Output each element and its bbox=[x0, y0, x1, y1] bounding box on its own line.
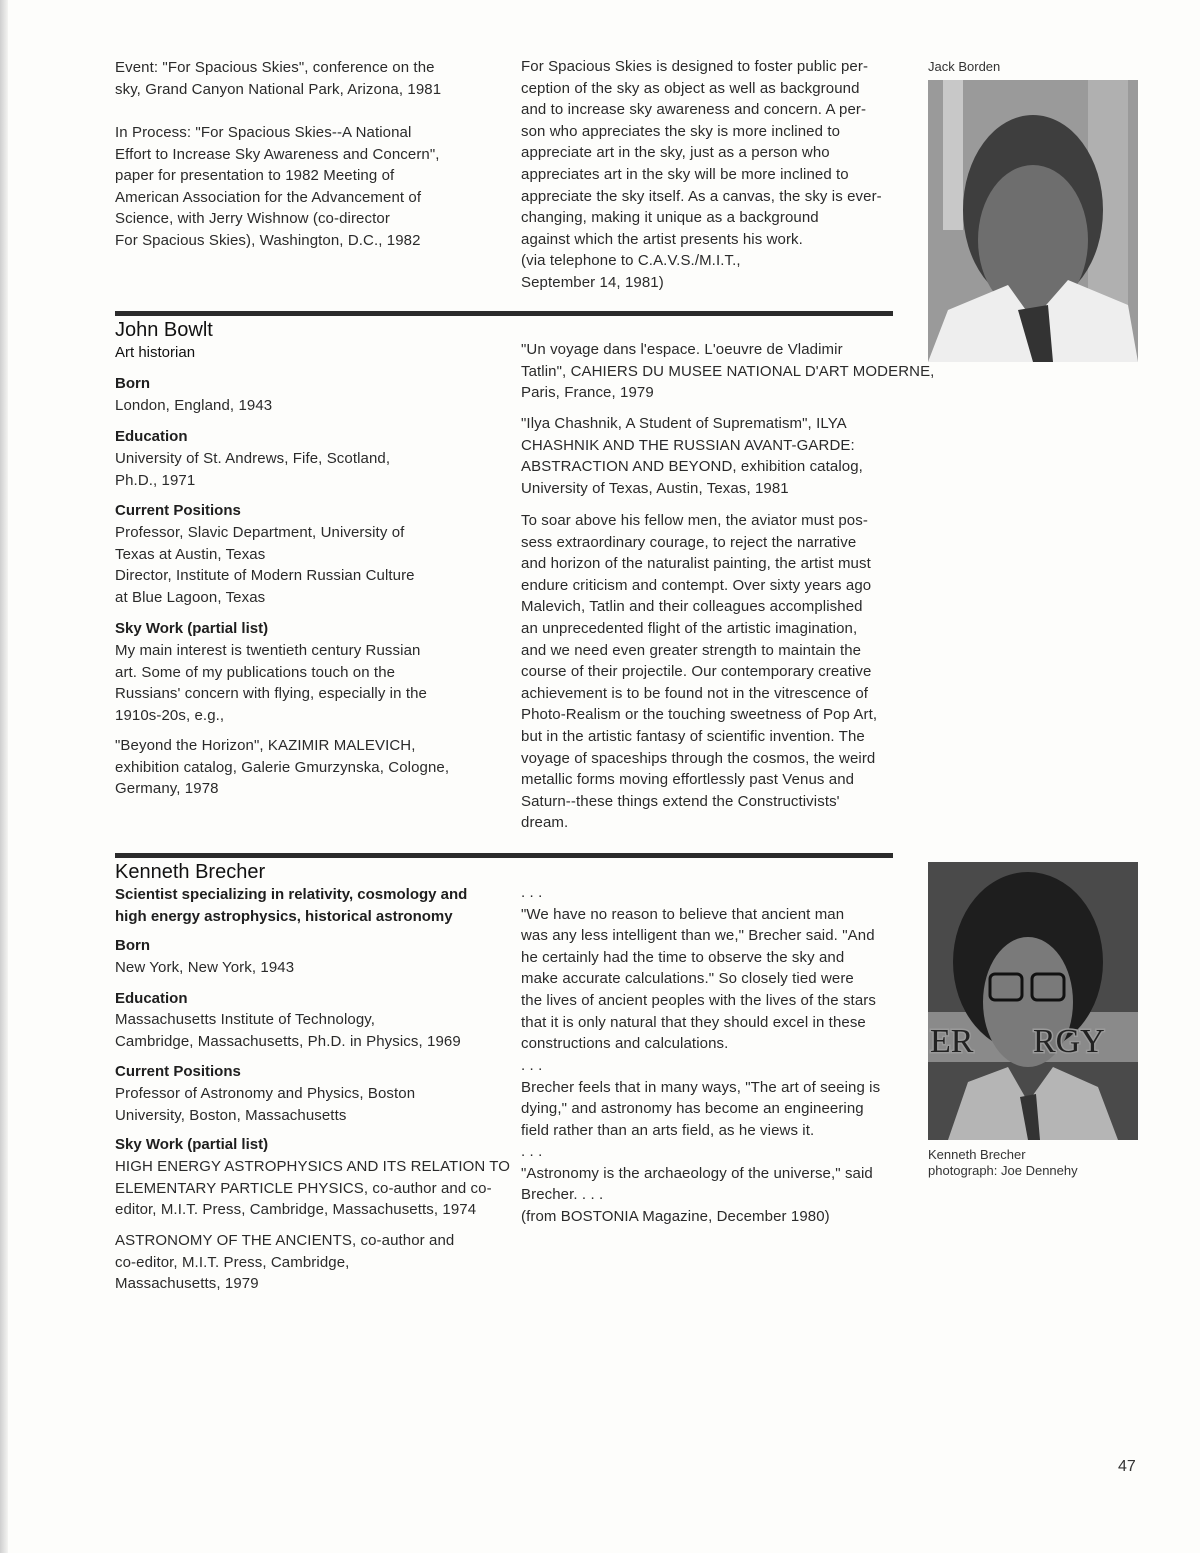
section-divider bbox=[115, 311, 893, 316]
bowlt-positions: Professor, Slavic Department, University of Texas at Austin, Texas Director, Institute of Modern Russian Culture at Blue Lagoon, Texas bbox=[115, 524, 415, 606]
event-text: Event: "For Spacious Skies", conference on the sky, Grand Canyon National Park, Arizona, 1981 bbox=[115, 59, 442, 98]
portrait-illustration bbox=[928, 80, 1138, 362]
bowlt-name: John Bowlt bbox=[115, 319, 213, 341]
page-number: 47 bbox=[1118, 1458, 1136, 1475]
bowlt-publication: "Beyond the Horizon", KAZIMIR MALEVICH, exhibition catalog, Galerie Gmurzynska, Cologne, Germany, 1978 bbox=[115, 737, 450, 798]
portrait-illustration bbox=[928, 862, 1138, 1140]
section-divider bbox=[115, 853, 893, 858]
brecher-quote: . . . "Astronomy is the archaeology of the universe," said Brecher. . . . (from BOSTONIA Magazine, December 1980) bbox=[521, 1143, 873, 1225]
bowlt-skywork-label: Sky Work (partial list) bbox=[115, 620, 269, 637]
brecher-name: Kenneth Brecher bbox=[115, 861, 266, 883]
brecher-positions: Professor of Astronomy and Physics, Boston University, Boston, Massachusetts bbox=[115, 1085, 416, 1124]
kenneth-brecher-photo bbox=[928, 862, 1138, 1140]
brecher-born: New York, New York, 1943 bbox=[115, 959, 295, 976]
photo-sign-text: ER RGY bbox=[930, 1023, 1105, 1060]
bowlt-statement: To soar above his fellow men, the aviator must pos- sess extraordinary courage, to reject the narrative and horizon of the naturalist painting, the artist must endure criticism and contempt. Over sixty years ago Malevich, Tatlin and their colleagues accomplished an unprecedented flight of the artistic imagination, and we need even greater strength to maintain the course of their projectile. Our contemporary creative achievement is to be found not in the vitrescence of Photo-Realism or the touching sweetness of Pop Art, but in the artistic fantasy of scientific invention. The voyage of spaceships through the cosmos, the weird metallic forms moving effortlessly past Venus and Saturn--these things extend the Constructivists' dream. bbox=[521, 512, 878, 832]
brecher-skywork-label: Sky Work (partial list) bbox=[115, 1136, 269, 1153]
bowlt-title: Art historian bbox=[115, 344, 196, 361]
brecher-publication: ASTRONOMY OF THE ANCIENTS, co-author and co-editor, M.I.T. Press, Cambridge, Massachusetts, 1979 bbox=[115, 1232, 455, 1293]
bowlt-born: London, England, 1943 bbox=[115, 397, 273, 414]
borden-photo-caption: Jack Borden bbox=[928, 59, 1001, 74]
bowlt-publication: "Ilya Chashnik, A Student of Suprematism", ILYA CHASHNIK AND THE RUSSIAN AVANT-GARDE: ABSTRACTION AND BEYOND, exhibition catalog, University of Texas, Austin, Texas, 1981 bbox=[521, 415, 863, 497]
brecher-quote: . . . Brecher feels that in many ways, "The art of seeing is dying," and astronomy has become an engineering field rather than an arts field, as he views it. bbox=[521, 1057, 881, 1139]
brecher-born-label: Born bbox=[115, 937, 150, 954]
jack-borden-photo bbox=[928, 80, 1138, 362]
bowlt-education: University of St. Andrews, Fife, Scotland, Ph.D., 1971 bbox=[115, 450, 391, 489]
brecher-skywork: HIGH ENERGY ASTROPHYSICS AND ITS RELATION TO ELEMENTARY PARTICLE PHYSICS, co-author and co- editor, M.I.T. Press, Cambridge, Massachusetts, 1974 bbox=[115, 1158, 511, 1219]
bowlt-skywork: My main interest is twentieth century Russian art. Some of my publications touch on the Russians' concern with flying, especially in the 1910s-20s, e.g., bbox=[115, 642, 427, 724]
bowlt-publication: "Un voyage dans l'espace. L'oeuvre de Vladimir Tatlin", CAHIERS DU MUSEE NATIONAL D'ART MODERNE, Paris, France, 1979 bbox=[521, 341, 935, 402]
in-process-text: In Process: "For Spacious Skies--A National Effort to Increase Sky Awareness and Concern", paper for presentation to 1982 Meeting of American Association for the Advancement of Science, with Jerry Wishnow (co-director For Spacious Skies), Washington, D.C., 1982 bbox=[115, 124, 440, 249]
brecher-quote: . . . "We have no reason to believe that ancient man was any less intelligent than we," Brecher said. "And he certainly had the time to observe the sky and make accurate calculations." So closely tied were the lives of ancient peoples with the lives of the stars that it is only natural that they should excel in these constructions and calculations. bbox=[521, 884, 876, 1053]
page-edge-shadow bbox=[0, 0, 8, 1553]
bowlt-education-label: Education bbox=[115, 428, 188, 445]
brecher-education-label: Education bbox=[115, 990, 188, 1007]
bowlt-positions-label: Current Positions bbox=[115, 502, 241, 519]
brecher-title: Scientist specializing in relativity, cosmology and high energy astrophysics, historical astronomy bbox=[115, 886, 468, 925]
bowlt-born-label: Born bbox=[115, 375, 150, 392]
brecher-positions-label: Current Positions bbox=[115, 1063, 241, 1080]
brecher-education: Massachusetts Institute of Technology, Cambridge, Massachusetts, Ph.D. in Physics, 1969 bbox=[115, 1011, 461, 1050]
brecher-photo-caption: Kenneth Brecher photograph: Joe Dennehy bbox=[928, 1147, 1078, 1178]
borden-statement: For Spacious Skies is designed to foster public per- ception of the sky as object as well as background and to increase sky awareness and concern. A per- son who appreciates the sky is more inclined to appreciate art in the sky, just as a person who appreciates art in the sky will be more inclined to appreciate the sky itself. As a canvas, the sky is ever- changing, making it unique as a background against which the artist presents his work. (via telephone to C.A.V.S./M.I.T., September 14, 1981) bbox=[521, 58, 882, 291]
